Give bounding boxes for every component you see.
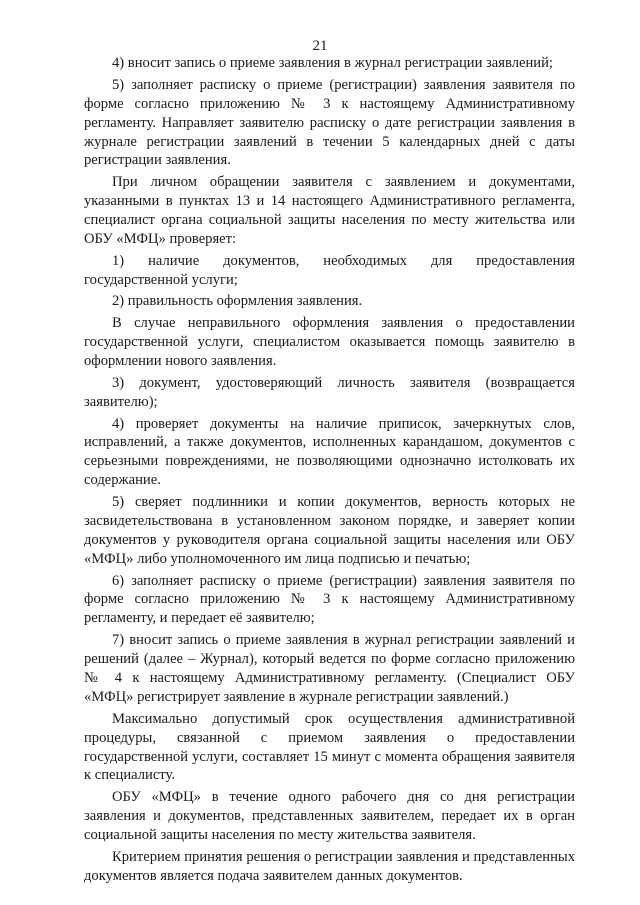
paragraph: Максимально допустимый срок осуществления административной процедуры, связанной с приемом заявления о предоставлении государственной услуги, составляет 15 минут с момента обращения заявителя к специалисту.: [84, 710, 575, 784]
paragraph: 1) наличие документов, необходимых для предоставления государственной услуги;: [84, 252, 575, 288]
paragraph: 4) вносит запись о приеме заявления в журнал регистрации заявлений;: [112, 55, 553, 71]
paragraph: В случае неправильного оформления заявления о предоставлении государственной услуги, специалистом оказывается помощь заявителю в оформлении нового заявления.: [84, 315, 575, 370]
paragraph: 3) документ, удостоверяющий личность заявителя (возвращается заявителю);: [84, 374, 575, 410]
paragraph: 5) сверяет подлинники и копии документов, верность которых не засвидетельствована в установленном законом порядке, и заверяет копии документов у руководителя органа социальной защиты населения или ОБУ «МФЦ» либо уполномоченного им лица подписью и печатью;: [84, 494, 575, 567]
paragraph: 5) заполняет расписку о приеме (регистрации) заявления заявителя по форме согласно приложению № 3 к настоящему Административному регламенту. Направляет заявителю расписку о дате регистрации заявления в журнале регистрации заявлений в течении 5 календарных дней с даты регистрации заявления.: [84, 76, 575, 169]
paragraph: 2) правильность оформления заявления.: [112, 293, 363, 310]
paragraph: 4) проверяет документы на наличие приписок, зачеркнутых слов, исправлений, а также документов, исполненных карандашом, документов с серьезными повреждениями, не позволяющими однозначно истолковать их содержание.: [84, 415, 575, 489]
page-number: 21: [312, 38, 328, 54]
paragraph: Критерием принятия решения о регистрации заявления и представленных документов является подача заявителем данных документов.: [84, 848, 575, 884]
document-body: [84, 54, 575, 889]
paragraph: 7) вносит запись о приеме заявления в журнал регистрации заявлений и решений (далее – Журнал), который ведется по форме согласно приложению № 4 к настоящему Административному регламенту. (Специалист ОБУ «МФЦ» регистрирует заявление в журнале регистрации заявлений.): [84, 632, 575, 705]
paragraph: При личном обращении заявителя с заявлением и документами, указанными в пунктах 13 и 14 настоящего Административного регламента, специалист органа социальной защиты населения по месту жительства или ОБУ «МФЦ» проверяет:: [84, 174, 575, 247]
paragraph: 6) заполняет расписку о приеме (регистрации) заявления заявителя по форме согласно приложению № 3 к настоящему Административному регламенту, и передает её заявителю;: [84, 572, 575, 627]
paragraph: ОБУ «МФЦ» в течение одного рабочего дня со дня регистрации заявления и документов, представленных заявителем, передает их в орган социальной защиты населения по месту жительства заявителя.: [84, 789, 575, 844]
